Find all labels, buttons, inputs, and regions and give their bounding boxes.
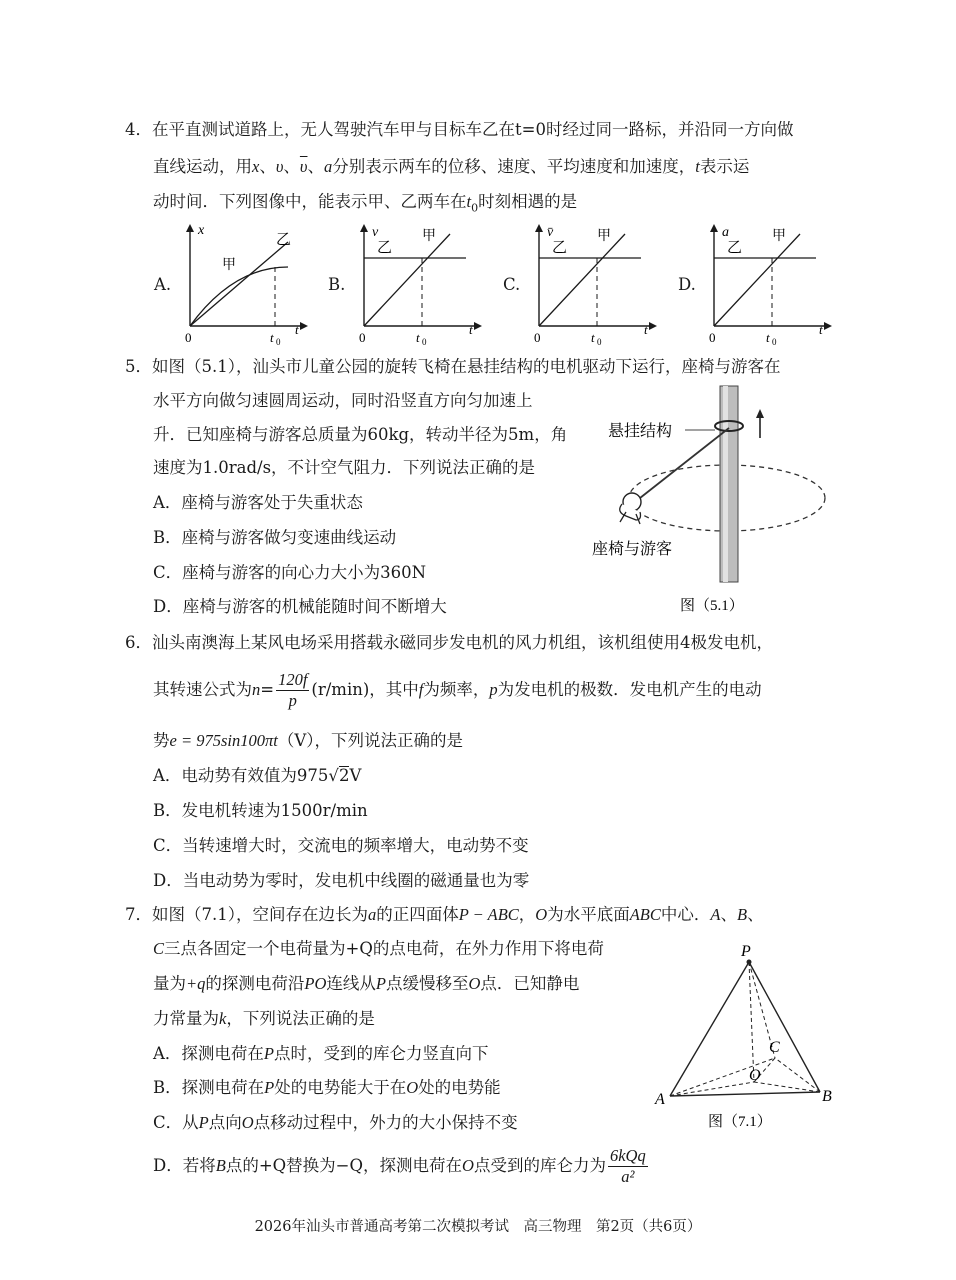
q7-line2: C三点各固定一个电荷量为+Q的点电荷，在外力作用下将电荷 (153, 939, 604, 958)
svg-text:B: B (822, 1088, 832, 1105)
svg-text:t: t (469, 322, 473, 337)
svg-text:t: t (270, 330, 274, 345)
q4-line2: 直线运动，用x、υ、$\overline{\upsilon}$、a分别表示两车的位移、速度、平均速度和加速度，t表示运 (153, 157, 750, 176)
q5-option-d[interactable]: D．座椅与游客的机械能随时间不断增大 (153, 597, 447, 616)
svg-text:甲: 甲 (772, 229, 786, 244)
svg-text:甲: 甲 (422, 229, 436, 244)
q4-option-b-label: B. (328, 275, 346, 294)
q5-line2: 水平方向做匀速圆周运动，同时沿竖直方向匀加速上 (153, 391, 533, 410)
svg-text:乙: 乙 (377, 240, 393, 256)
q4-option-b[interactable] (322, 222, 487, 347)
q7-option-b[interactable]: B．探测电荷在P处的电势能大于在O处的电势能 (153, 1078, 501, 1097)
svg-text:C: C (769, 1039, 780, 1056)
svg-text:0: 0 (359, 330, 366, 345)
svg-text:0: 0 (772, 337, 777, 347)
svg-text:甲: 甲 (597, 229, 611, 244)
q6-line1: 6．汕头南澳海上某风电场采用搭载永磁同步发电机的风力机组，该机组使用4极发电机， (125, 633, 773, 652)
svg-text:a: a (722, 225, 729, 240)
svg-text:x: x (198, 223, 205, 238)
svg-text:0: 0 (534, 330, 541, 345)
svg-text:O: O (749, 1067, 761, 1084)
svg-text:座椅与游客: 座椅与游客 (592, 541, 673, 558)
q4-graph-c (497, 222, 662, 347)
svg-text:图（7.1）: 图（7.1） (708, 1114, 772, 1130)
q5-line1: 5．如图（5.1），汕头市儿童公园的旋转飞椅在悬挂结构的电机驱动下运行，座椅与游客在 (125, 357, 781, 376)
q7-line4: 力常量为k，下列说法正确的是 (153, 1009, 375, 1028)
svg-text:P: P (741, 943, 751, 960)
q4-graph-d (672, 222, 837, 347)
q4-option-d-label: D. (678, 275, 696, 294)
svg-text:v: v (372, 225, 379, 240)
svg-text:0: 0 (276, 337, 281, 347)
q6-option-d[interactable]: D．当电动势为零时，发电机中线圈的磁通量也为零 (153, 871, 530, 890)
svg-text:图（5.1）: 图（5.1） (680, 598, 744, 614)
q5-option-c[interactable]: C．座椅与游客的向心力大小为360N (153, 563, 427, 582)
q4-option-a[interactable] (148, 222, 313, 347)
q4-graph-b (322, 222, 487, 347)
svg-text:t: t (819, 322, 823, 337)
q6-option-a[interactable]: A．电动势有效值为975√2V (153, 766, 362, 785)
svg-text:t: t (644, 322, 648, 337)
svg-text:t: t (766, 330, 770, 345)
q5-line3: 升．已知座椅与游客总质量为60kg，转动半径为5m，角 (153, 425, 568, 444)
q7-line3: 量为+q的探测电荷沿PO连线从P点缓慢移至O点．已知静电 (153, 974, 580, 993)
seat-icon (620, 493, 641, 524)
svg-text:0: 0 (709, 330, 716, 345)
svg-text:0: 0 (422, 337, 427, 347)
q6-option-b[interactable]: B．发电机转速为1500r/min (153, 801, 368, 820)
q6-line3: 势e = 975sin100πt（V），下列说法正确的是 (153, 731, 463, 750)
figure-7-1 (650, 940, 850, 1135)
svg-text:t: t (591, 330, 595, 345)
q6-line2: 其转速公式为n= $\frac{120f}{p}$ (r/min)，其中f为频率，p为发电机的极数．发电机产生的电动 (153, 670, 762, 710)
q4-option-d[interactable] (672, 222, 837, 347)
q4-graph-a (148, 222, 313, 347)
q6-option-c[interactable]: C．当转速增大时，交流电的频率增大，电动势不变 (153, 836, 529, 855)
svg-text:t: t (295, 322, 299, 337)
q4-line3: 动时间．下列图像中，能表示甲、乙两车在$t_0$时刻相遇的是 (153, 192, 578, 215)
svg-text:乙: 乙 (276, 232, 292, 248)
svg-text:A: A (655, 1091, 665, 1108)
svg-text:悬挂结构: 悬挂结构 (608, 423, 673, 440)
svg-text:t: t (416, 330, 420, 345)
svg-text:0: 0 (185, 330, 192, 345)
q5-option-a[interactable]: A．座椅与游客处于失重状态 (153, 493, 363, 512)
q7-line1: 7．如图（7.1），空间存在边长为a的正四面体P − ABC，O为水平底面ABC中心．A、B、 (125, 905, 764, 924)
q4-option-a-label: A. (154, 275, 172, 294)
figure-5-1 (580, 380, 840, 620)
page-footer: 2026年汕头市普通高考第二次模拟考试 高三物理 第2页（共6页） (254, 1219, 702, 1235)
svg-text:v̄: v̄ (547, 225, 554, 240)
q7-option-a[interactable]: A．探测电荷在P点时，受到的库仑力竖直向下 (153, 1044, 489, 1063)
q4-option-c-label: C. (503, 275, 521, 294)
svg-text:乙: 乙 (552, 240, 568, 256)
q5-option-b[interactable]: B．座椅与游客做匀变速曲线运动 (153, 528, 397, 547)
svg-text:乙: 乙 (727, 240, 743, 256)
svg-text:甲: 甲 (222, 258, 236, 273)
q5-line4: 速度为1.0rad/s，不计空气阻力．下列说法正确的是 (153, 458, 536, 477)
q4-line1: 4．在平直测试道路上，无人驾驶汽车甲与目标车乙在t=0时经过同一路标，并沿同一方向做 (125, 120, 794, 139)
svg-text:0: 0 (597, 337, 602, 347)
q4-option-c[interactable] (497, 222, 662, 347)
q7-option-d[interactable]: D．若将B点的+Q替换为−Q，探测电荷在O点受到的库仑力为 $\frac{\text{6kQq}}{\text{a²}}$ (153, 1146, 646, 1186)
q7-option-c[interactable]: C．从P点向O点移动过程中，外力的大小保持不变 (153, 1113, 518, 1132)
